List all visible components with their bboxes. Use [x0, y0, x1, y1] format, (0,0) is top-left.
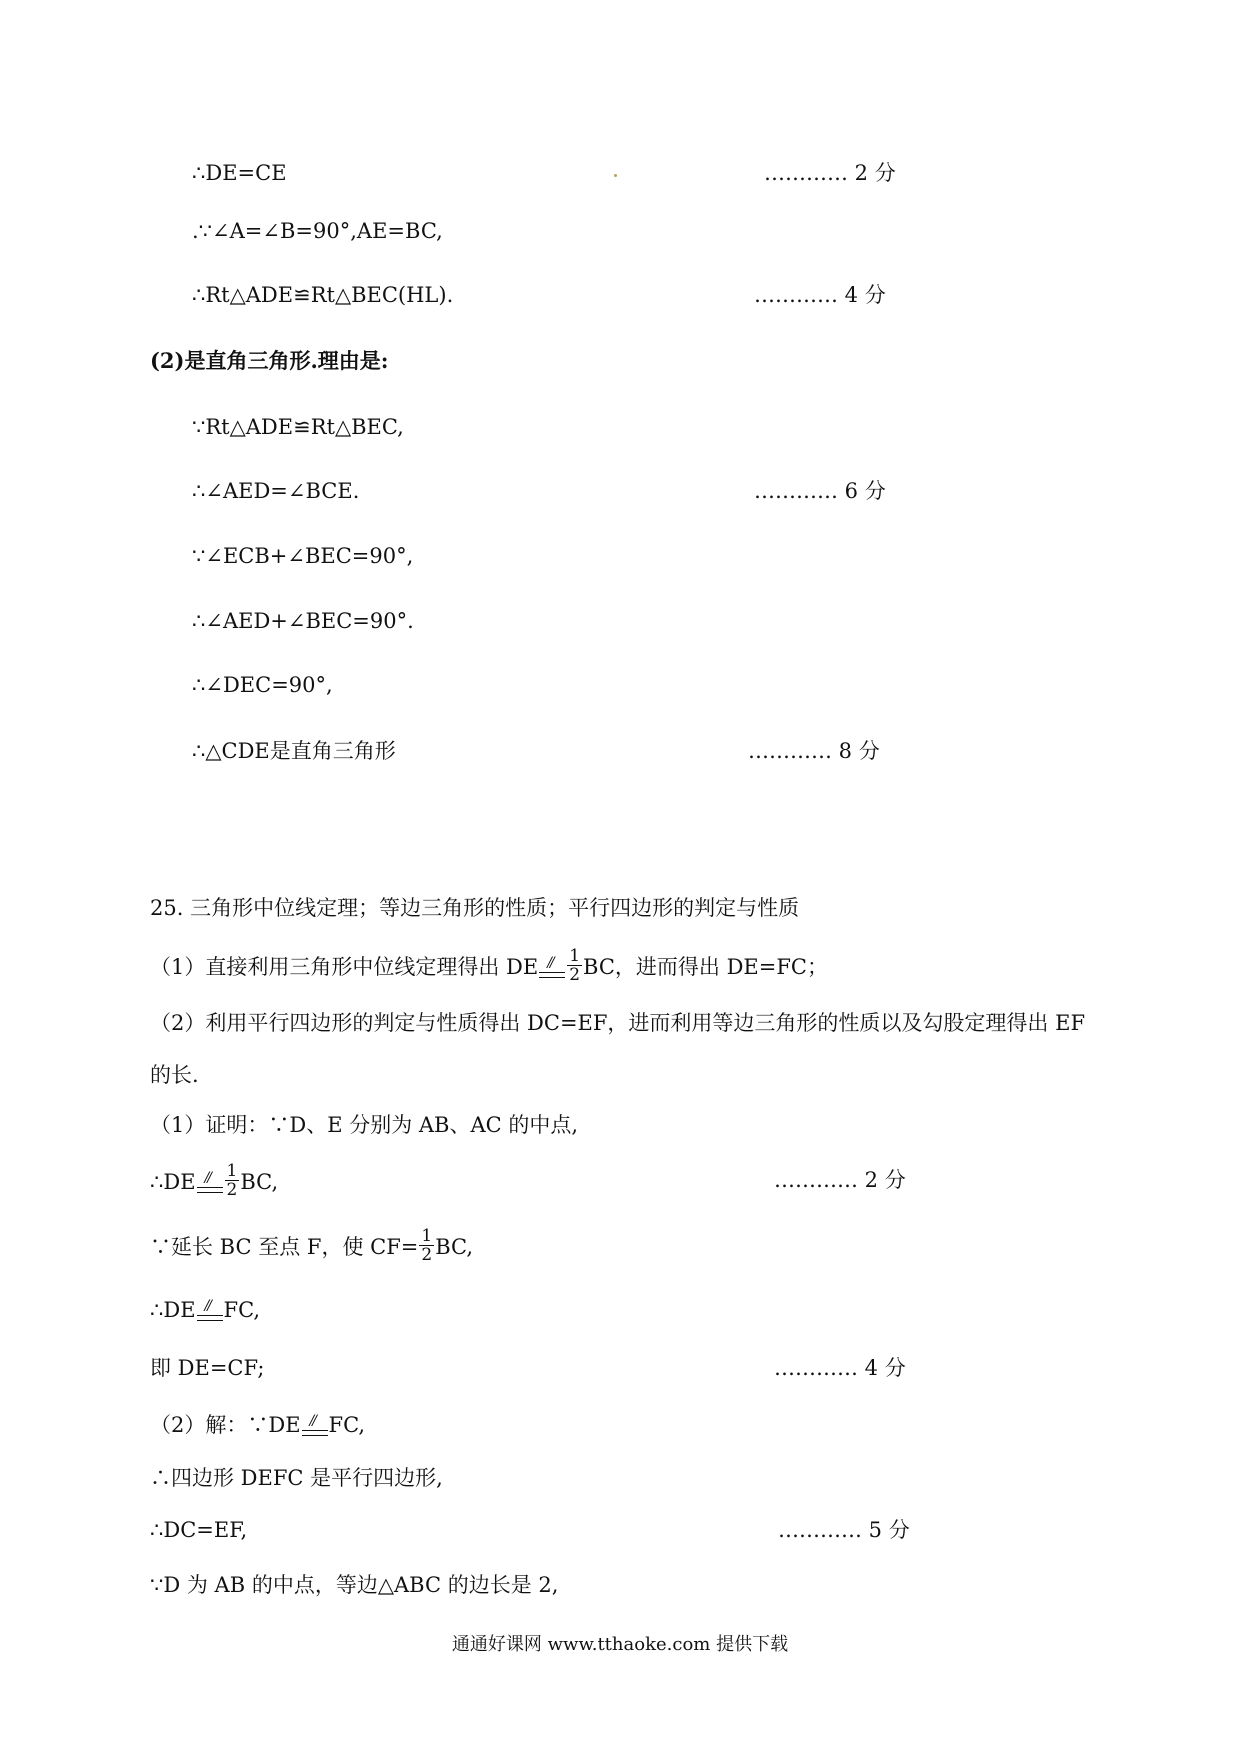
- part-2-heading: (2)是直角三角形.理由是:: [150, 348, 389, 373]
- parallel-equal-symbol: //: [197, 1173, 223, 1195]
- proof-extend-bc: ∵延长 BC 至点 F，使 CF= $\frac{1}{2}$ BC,: [150, 1226, 474, 1265]
- solution-side-length: ∵D 为 AB 的中点，等边△ABC 的边长是 2,: [150, 1573, 559, 1597]
- analysis-1: [150, 946, 828, 987]
- step-aed-bec: ∴∠AED+∠BEC=90°.: [192, 609, 414, 633]
- step-angle-aed-bce: ∴∠AED=∠BCE.: [192, 479, 360, 503]
- analysis-1-end: BC，进而得出 DE=FC；: [583, 955, 828, 979]
- analysis-2: （2）利用平行四边形的判定与性质得出 DC=EF，进而利用等边三角形的性质以及勾股定理得出 EF: [150, 1011, 1086, 1035]
- step-angles-90: .∵∠A=∠B=90°,AE=BC,: [192, 219, 443, 243]
- proof-de-half-bc: ∴DE // $\frac{1}{2}$ BC,: [150, 1161, 279, 1200]
- parallel-equal-symbol: //: [197, 1301, 223, 1323]
- solution-2-start: （2）解：∵DE // FC,: [150, 1412, 366, 1437]
- score-4b: ………… 4 分: [774, 1356, 906, 1380]
- step-dec-90: ∴∠DEC=90°,: [192, 673, 333, 697]
- step-congruent: ∵Rt△ADE≌Rt△BEC,: [192, 415, 404, 439]
- step-ecb-bec: ∵∠ECB+∠BEC=90°,: [192, 544, 414, 568]
- proof-1-start: （1）证明：∵D、E 分别为 AB、AC 的中点,: [150, 1113, 579, 1137]
- page-footer: 通通好课网 www.tthaoke.com 提供下载: [451, 1634, 789, 1655]
- parallel-equal-symbol: //: [302, 1416, 328, 1438]
- step-congruent-hl: ∴Rt△ADE≌Rt△BEC(HL).: [192, 283, 454, 307]
- proof-de-equals-cf: 即 DE=CF;: [150, 1356, 265, 1380]
- q25-topic: 25. 三角形中位线定理；等边三角形的性质；平行四边形的判定与性质: [150, 896, 800, 920]
- score-8: ………… 8 分: [748, 739, 880, 763]
- analysis-1-start: （1）直接利用三角形中位线定理得出 DE: [150, 955, 539, 979]
- score-2: ………… 2 分: [764, 161, 896, 185]
- scan-speck: [614, 174, 617, 177]
- proof-de-fc: ∴DE // FC,: [150, 1297, 261, 1322]
- score-4: ………… 4 分: [754, 283, 886, 307]
- parallel-equal-symbol: //: [539, 958, 565, 980]
- analysis-2-cont: 的长.: [150, 1063, 199, 1087]
- solution-dc-ef: ∴DC=EF,: [150, 1518, 248, 1542]
- solution-parallelogram: ∴四边形 DEFC 是平行四边形,: [150, 1466, 443, 1490]
- fraction-half: $\frac{1}{2}$: [569, 946, 581, 985]
- fraction-half: $\frac{1}{2}$: [421, 1226, 433, 1265]
- score-2b: ………… 2 分: [774, 1168, 906, 1192]
- score-6: ………… 6 分: [754, 479, 886, 503]
- step-de-equals-ce: ∴DE=CE: [192, 161, 287, 185]
- step-right-triangle: ∴△CDE是直角三角形: [192, 739, 396, 763]
- score-5: ………… 5 分: [778, 1518, 910, 1542]
- fraction-half: $\frac{1}{2}$: [226, 1161, 238, 1200]
